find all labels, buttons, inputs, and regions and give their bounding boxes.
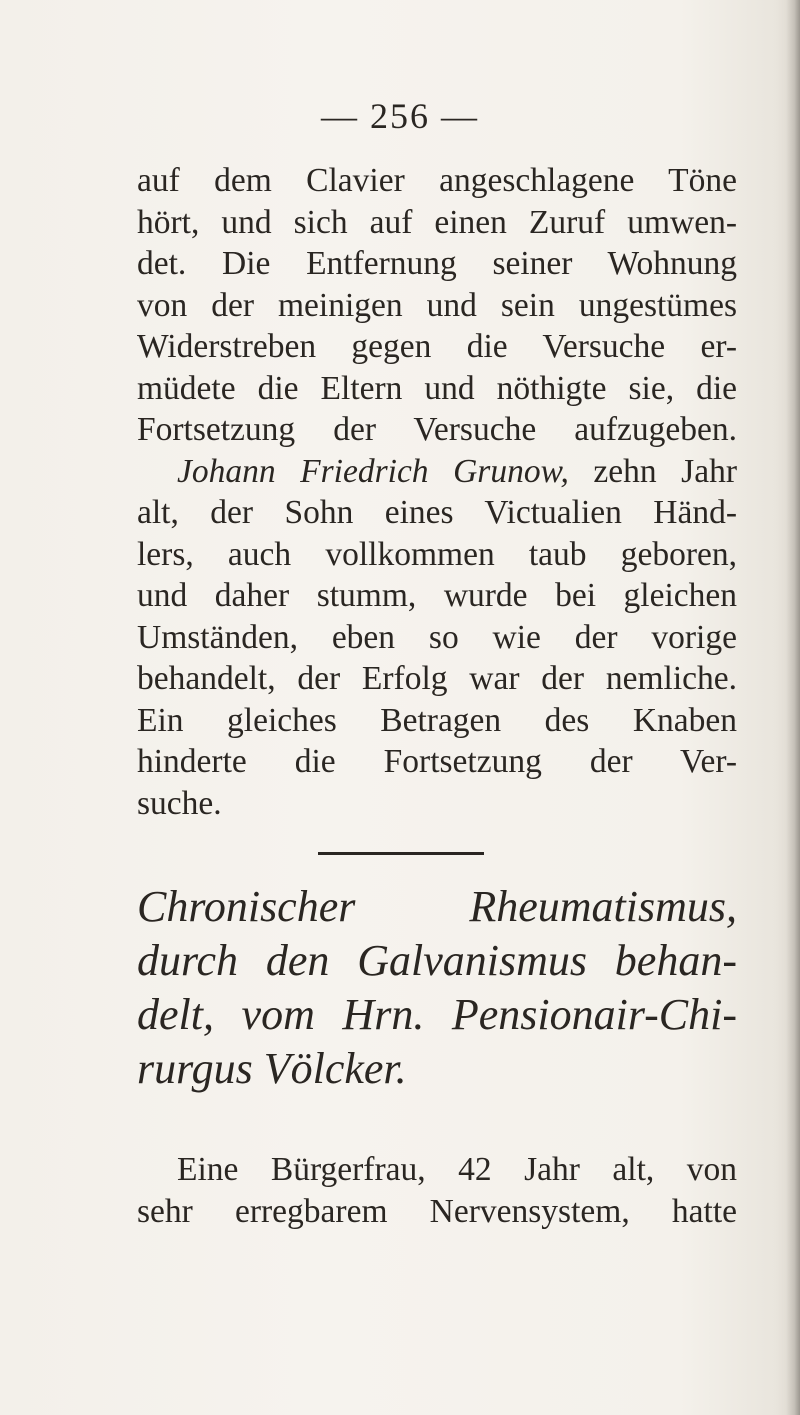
text-line: Eine Bürgerfrau, 42 Jahr alt, von (177, 1151, 737, 1188)
text-line (137, 451, 737, 493)
page-number: — 256 — (321, 96, 479, 136)
text-line: Fortsetzung der Versuche aufzugeben. (137, 411, 737, 448)
heading-line: durch den Galvanismus behan- (137, 936, 737, 985)
text-line: Widerstreben gegen die Versuche er- (137, 328, 737, 365)
text-line: Ein gleiches Betragen des Knaben (137, 701, 737, 739)
page-edge-shadow (786, 0, 800, 1415)
text-line: sehr erregbarem Nervensystem, hatte (137, 1192, 737, 1230)
text-line: müdete die Eltern und nöthigte sie, die (137, 369, 737, 407)
text-line: suche. (137, 784, 222, 822)
text-line: alt, der Sohn eines Victualien Händ- (137, 494, 737, 531)
text-line: und daher stumm, wurde bei gleichen (137, 577, 737, 614)
heading-line: rurgus Völcker. (137, 1044, 407, 1093)
text-fragment: zehn Jahr (568, 452, 737, 490)
person-name: Johann Friedrich Grunow, (177, 452, 569, 490)
heading-line: Chronischer Rheumatismus, (137, 882, 737, 931)
section-divider (318, 852, 484, 855)
section-heading (137, 880, 737, 1096)
heading-line: delt, vom Hrn. Pensionair-Chi- (137, 990, 737, 1039)
text-line: auf dem Clavier angeschlagene Töne (137, 162, 737, 199)
text-line: det. Die Entfernung seiner Wohnung (137, 245, 737, 282)
text-line: von der meinigen und sein ungestümes (137, 286, 737, 324)
text-line: lers, auch vollkommen taub geboren, (137, 535, 737, 573)
text-line: hinderte die Fortsetzung der Ver- (137, 743, 737, 780)
text-line: hört, und sich auf einen Zuruf umwen- (137, 203, 737, 241)
body-text (137, 160, 737, 824)
body-text-continued (137, 1149, 737, 1232)
text-line: behandelt, der Erfolg war der nemliche. (137, 660, 737, 697)
text-line: Umständen, eben so wie der vorige (137, 618, 737, 656)
